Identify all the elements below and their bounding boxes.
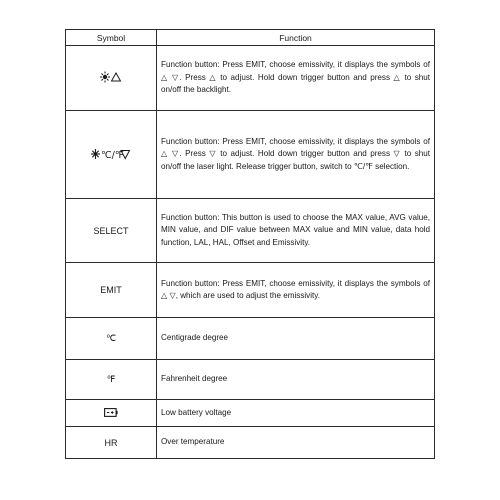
function-description: Function button: Press EMIT, choose emissivity, it displays the symbols of △ ▽, which are used to adjust the emissivity. [161,278,430,300]
table-row [66,263,435,318]
symbol-function-table [65,29,435,459]
function-description: Centigrade degree [161,333,229,343]
symbol-cell [66,46,157,111]
table-row [66,111,435,199]
function-description: Function button: This button is used to choose the MAX value, AVG value, MIN value, and DIF value between MAX value and MIN value, data hold function, LAL, HAL, Offset and Emissivity. [161,212,430,247]
battery-icon [104,408,118,419]
function-column-header: Function [157,30,435,46]
symbol-cell: ℃ [66,318,157,360]
symbol-cell: ℉ [66,360,157,400]
svg-text:℃/℉: ℃/℉ [101,149,124,160]
table-header-row [66,30,435,46]
function-description: Over temperature [161,437,225,447]
function-description: Low battery voltage [161,407,232,417]
symbol-cell [66,111,157,199]
function-description: Function button: Press EMIT, choose emissivity, it displays the symbols of △ ▽. Press △ to adjust. Hold down trigger button and press △ to shut on/off the backlight. [161,60,430,95]
symbol-cell: SELECT [66,199,157,263]
table-row [66,199,435,263]
table-row [66,318,435,360]
symbol-cell: HR [66,427,157,459]
table-row [66,400,435,427]
laser-unit-down-icon [91,148,131,162]
table-row [66,46,435,111]
table-row [66,427,435,459]
symbol-cell: EMIT [66,263,157,318]
backlight-up-icon [100,71,122,85]
symbol-cell [66,400,157,427]
symbol-column-header: Symbol [66,30,157,46]
table-row [66,360,435,400]
function-description: Function button: Press EMIT, choose emissivity, it displays the symbols of △ ▽. Press ▽ to adjust. Hold down trigger button and press ▽ to shut on/off the laser light. Release trigger button, switch to ℃/℉ selection. [161,136,430,171]
function-description: Fahrenheit degree [161,374,228,384]
